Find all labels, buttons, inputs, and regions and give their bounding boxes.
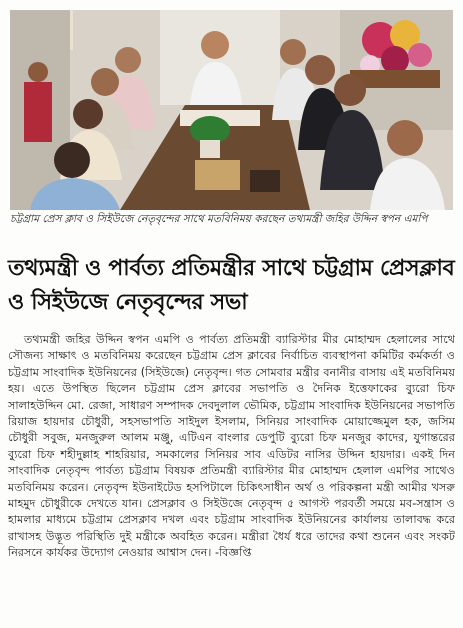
- headline: তথ্যমন্ত্রী ও পার্বত্য প্রতিমন্ত্রীর সাথে চট্টগ্রাম প্রেসক্লাব ও সিইউজে নেতৃবৃন্দের সভা: [8, 256, 455, 315]
- article-paragraph: তথ্যমন্ত্রী জহির উদ্দিন স্বপন এমপি ও পার্বত্য প্রতিমন্ত্রী ব্যারিস্টার মীর মোহাম্মদ হেলালের সাথে সৌজন্য সাক্ষাৎ ও মতবিনিময় করেছেন চট্টগ্রাম প্রেস ক্লাবের নির্বাচিত ব্যবস্থাপনা কমিটির কর্মকর্তা ও চট্টগ্রাম সাংবাদিক ইউনিয়নের (সিইউজে) নেতৃবৃন্দ। গত সোমবার মন্ত্রীর বনানীর বাসায় এই মতবিনিময় হয়। এতে উপস্থিত ছিলেন চট্টগ্রাম প্রেস ক্লাবের সভাপতি ও দৈনিক ইত্তেফাকের ব্যুরো চিফ সালাহউদ্দিন মো. রেজা, সাধারণ সম্পাদক দেবদুলাল ভৌমিক, চট্টগ্রাম সাংবাদিক ইউনিয়নের সভাপতি রিয়াজ হায়দার চৌধুরী, সহসভাপতি সাইদুল ইসলাম, সিনিয়র সাংবাদিক মোয়াজ্জেমুল হক, জসিম চৌধুরী সবুজ, মনজুরুল আলম মঞ্জু, এটিএন বাংলার ডেপুটি ব্যুরো চিফ মনজুর কাদের, যুগান্তরের ব্যুরো চিফ শহীদুল্লাহ শাহরিয়ার, সমকালের সিনিয়র সাব এডিটর নাসির উদ্দিন হায়দার। একই দিন সাংবাদিক নেতৃবৃন্দ পার্বত্য চট্টগ্রাম বিষয়ক প্রতিমন্ত্রী ব্যারিস্টার মীর মোহাম্মদ হেলাল এমপির সাথেও মতবিনিময় করেন। নেতৃবৃন্দ ইউনাইটেড হসপিটালে চিকিৎসাধীন অর্থ ও পরিকল্পনা মন্ত্রী আমীর খসরু মাহমুদ চৌধুরীকে দেখতে যান। প্রেসক্লাব ও সিইউজে নেতৃবৃন্দ ৫ আগস্ট পরবর্তী সময়ে মব-সন্ত্রাস ও হামলার মাধ্যমে চট্টগ্রাম প্রেসক্লাব দখল এবং চট্টগ্রাম সাংবাদিক ইউনিয়নের কার্যালয় তালাবদ্ধ করে রাখাসহ উদ্ভূত পরিস্থিতি দুই মন্ত্রীকে অবহিত করেন। মন্ত্রীরা ধৈর্য ধরে তাদের কথা শুনেন এবং সংকট নিরসনে কার্যকর উদ্যোগ নেওয়ার আশ্বাস দেন। -বিজ্ঞপ্তি: [8, 333, 455, 560]
- news-photo: [10, 10, 453, 210]
- photo-caption: চট্টগ্রাম প্রেস ক্লাব ও সিইউজে নেতৃবৃন্দের সাথে মতবিনিময় করছেন তথ্যমন্ত্রী জহির উদ্দিন স্বপন এমপি: [10, 213, 428, 225]
- article-body: [8, 332, 455, 562]
- meeting-photo-illustration: [10, 10, 453, 210]
